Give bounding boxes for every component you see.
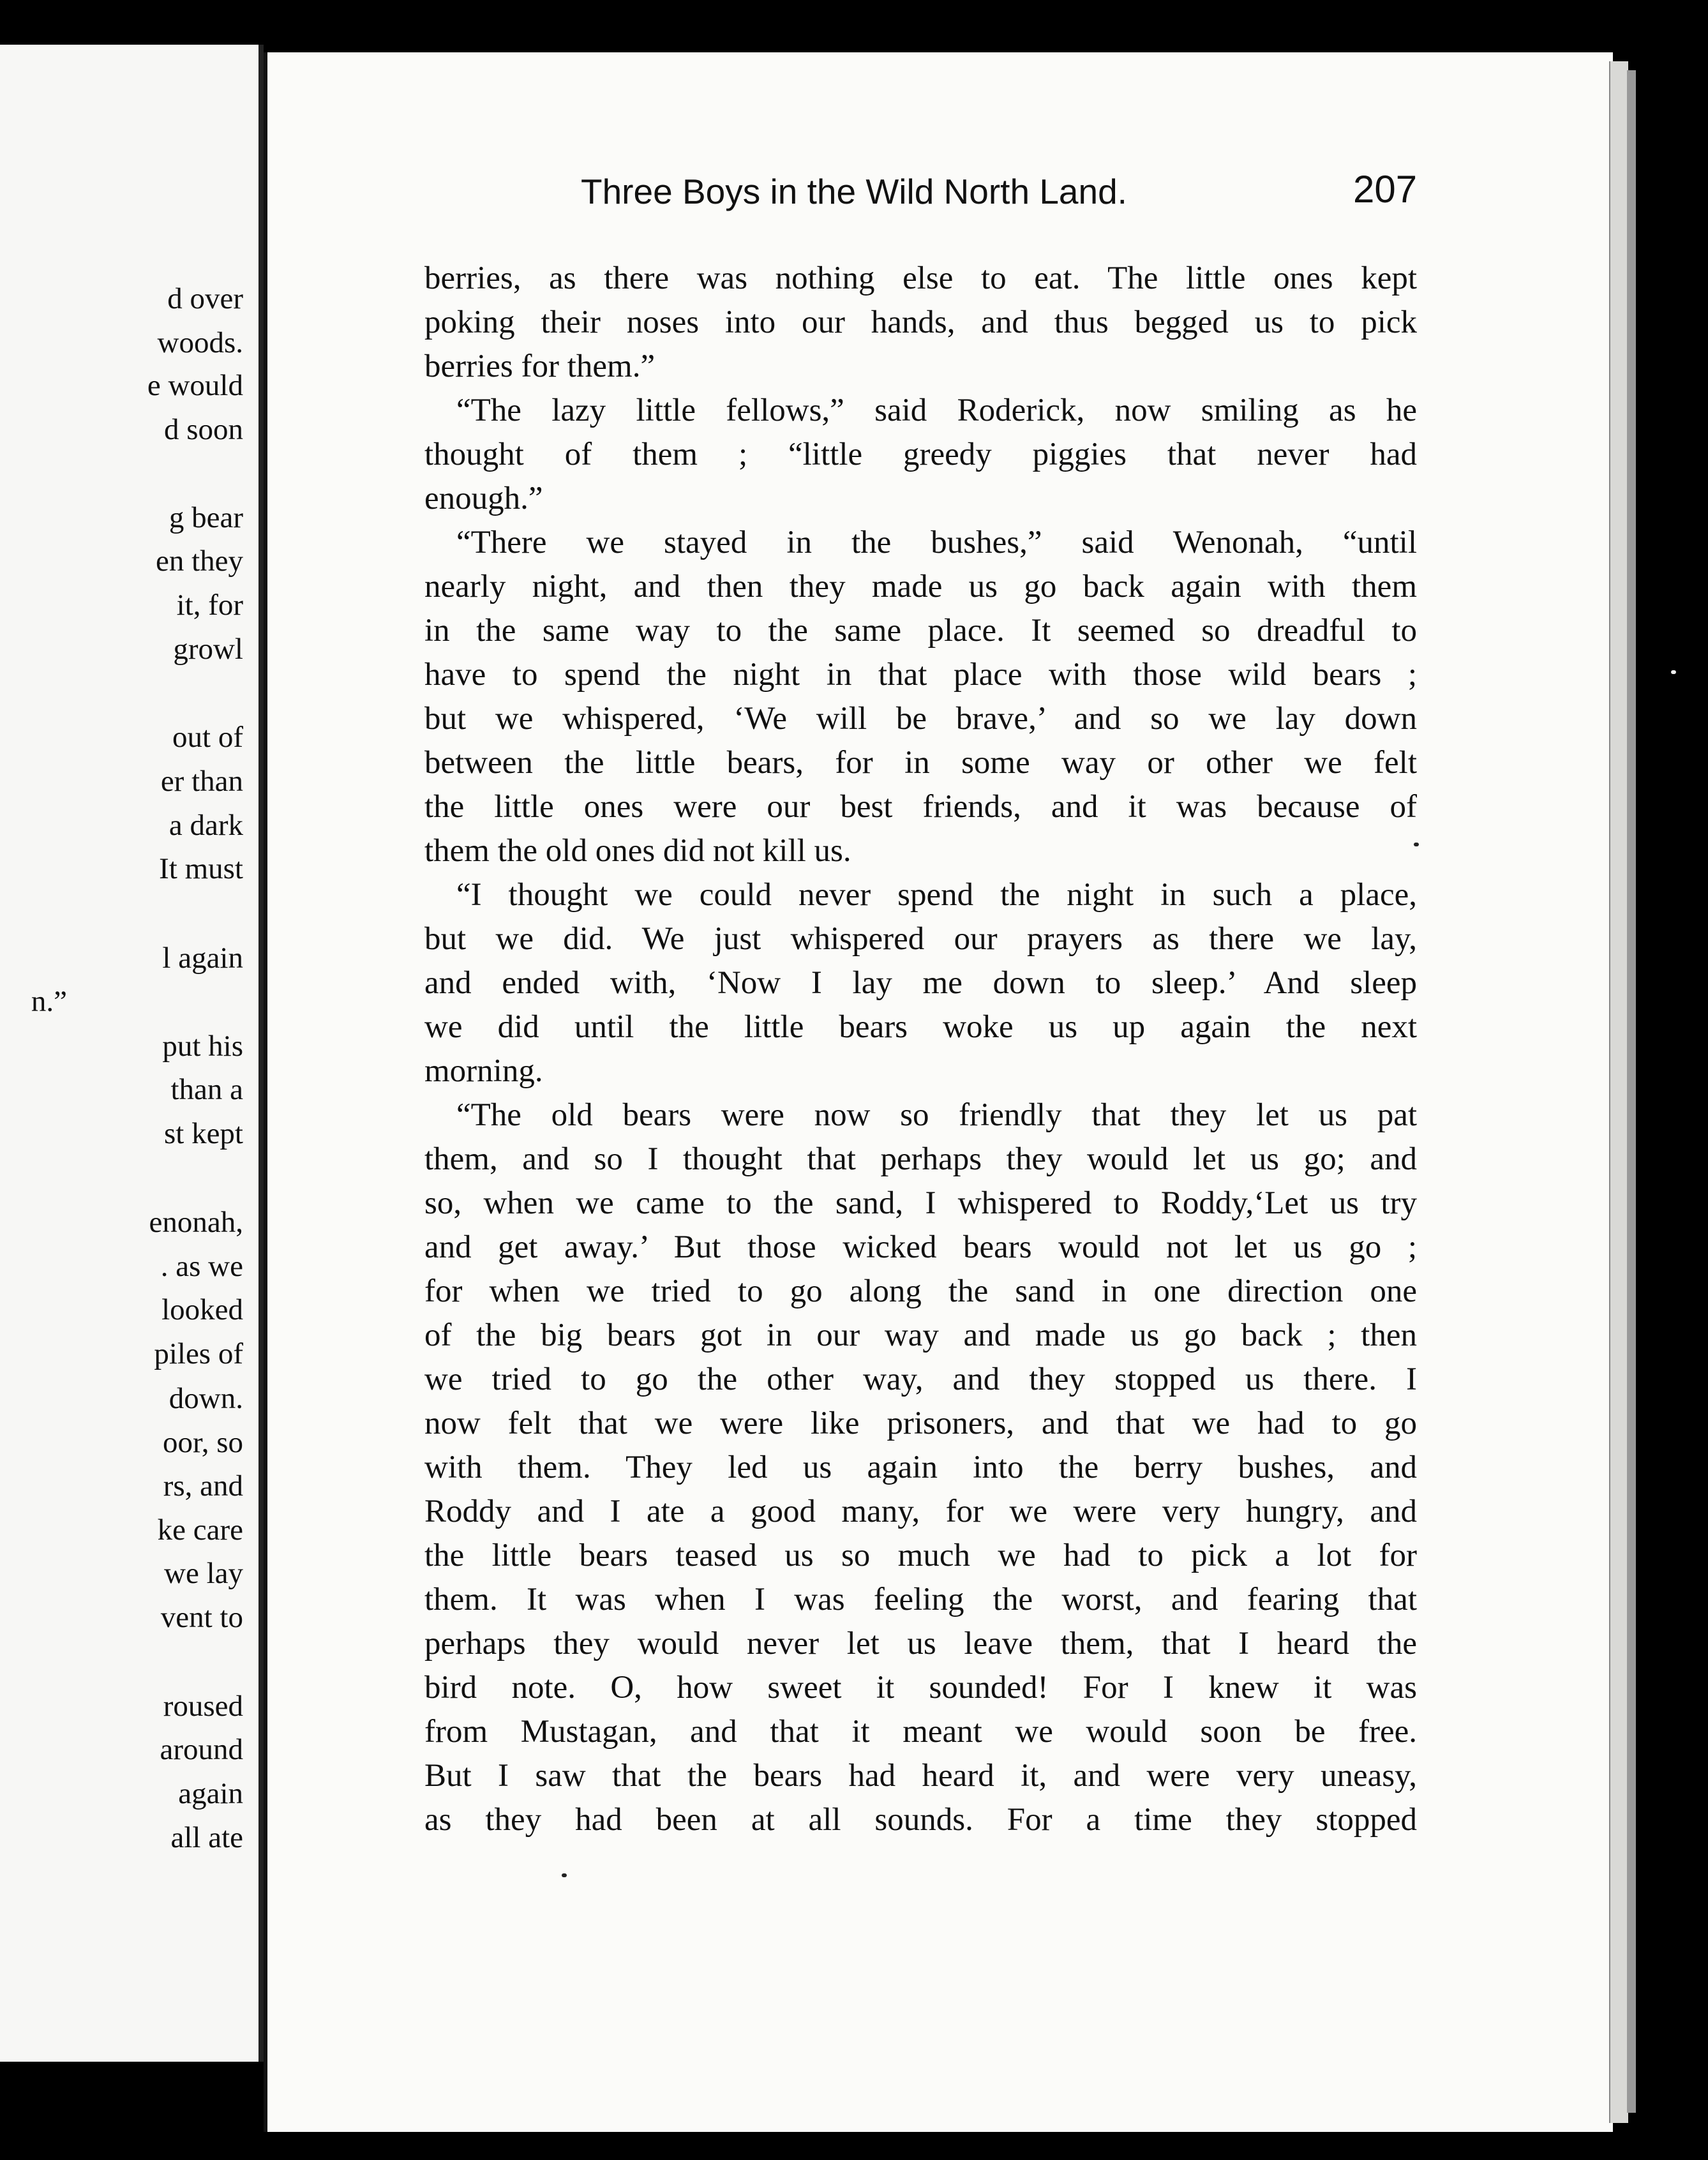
text-line: enough.” xyxy=(424,481,543,516)
left-page-line: . as we xyxy=(160,1250,243,1283)
page-edge-shadow xyxy=(1627,70,1636,2113)
running-head: Three Boys in the Wild North Land. xyxy=(581,172,1127,211)
text-line: we tried to go the other way, and they stopped us there. I xyxy=(424,1361,1417,1397)
text-line: in the same way to the same place. It seemed so dreadful to xyxy=(424,613,1417,649)
left-page-line: roused xyxy=(163,1690,243,1723)
left-page-line: oor, so xyxy=(162,1426,243,1459)
text-line: nearly night, and then they made us go back again with them xyxy=(424,569,1417,604)
text-line: them, and so I thought that perhaps they would let us go; and xyxy=(424,1141,1417,1177)
left-page-line: again xyxy=(178,1777,243,1810)
text-line: we did until the little bears woke us up again the next xyxy=(424,1009,1417,1045)
text-line: “The lazy little fellows,” said Roderick, now smiling as he xyxy=(456,393,1417,428)
body-text xyxy=(424,257,1417,1842)
left-page-line: e would xyxy=(147,369,243,402)
text-line: for when we tried to go along the sand in one direction one xyxy=(424,1273,1417,1309)
text-line: with them. They led us again into the berry bushes, and xyxy=(424,1450,1417,1485)
ink-speck xyxy=(562,1873,567,1877)
text-line: now felt that we were like prisoners, and that we had to go xyxy=(424,1406,1417,1441)
left-page-line: n.” xyxy=(31,985,67,1018)
text-line: between the little bears, for in some way or other we felt xyxy=(424,745,1417,781)
text-line: But I saw that the bears had heard it, and were very uneasy, xyxy=(424,1758,1417,1794)
text-line: perhaps they would never let us leave them, that I heard the xyxy=(424,1626,1417,1661)
text-line: of the big bears got in our way and made us go back ; then xyxy=(424,1317,1417,1353)
left-page-line: all ate xyxy=(170,1821,243,1854)
ink-speck xyxy=(1671,670,1676,674)
text-line: as they had been at all sounds. For a time they stopped xyxy=(424,1802,1417,1838)
left-page-line: rs, and xyxy=(163,1469,243,1503)
left-page-line: It must xyxy=(159,852,243,885)
left-page-line: er than xyxy=(160,765,243,798)
left-page-line: it, for xyxy=(176,589,243,622)
left-page xyxy=(0,45,261,2062)
left-page-line: down. xyxy=(169,1382,243,1415)
text-line: and get away.’ But those wicked bears would not let us go ; xyxy=(424,1229,1417,1265)
left-page-line: out of xyxy=(172,721,243,754)
left-page-line: g bear xyxy=(169,501,243,534)
left-page-line: en they xyxy=(155,544,243,578)
text-line: them. It was when I was feeling the worst, and fearing that xyxy=(424,1582,1417,1617)
text-line: but we whispered, ‘We will be brave,’ and so we lay down xyxy=(424,701,1417,737)
text-line: but we did. We just whispered our prayers as there we lay, xyxy=(424,921,1417,957)
left-page-line: put his xyxy=(162,1030,243,1063)
left-page-line: vent to xyxy=(160,1601,243,1634)
left-page-line: we lay xyxy=(164,1557,243,1590)
text-line: thought of them ; “little greedy piggies that never had xyxy=(424,437,1417,472)
left-page-line: piles of xyxy=(154,1337,243,1370)
text-line: “There we stayed in the bushes,” said Wenonah, “until xyxy=(456,525,1417,560)
text-line: poking their noses into our hands, and thus begged us to pick xyxy=(424,304,1417,340)
text-line: them the old ones did not kill us. xyxy=(424,833,851,869)
left-page-line: d over xyxy=(167,282,243,315)
book-gutter xyxy=(258,45,264,2062)
left-page-line: d soon xyxy=(163,413,243,446)
left-page-line: a dark xyxy=(169,809,243,842)
page-edge xyxy=(1609,61,1628,2123)
page-number: 207 xyxy=(1353,168,1418,211)
left-page-line: l again xyxy=(162,941,243,975)
left-page-line: woods. xyxy=(157,326,243,359)
left-page-line: enonah, xyxy=(149,1206,243,1239)
text-line: and ended with, ‘Now I lay me down to sleep.’ And sleep xyxy=(424,965,1417,1001)
text-line: “The old bears were now so friendly that they let us pat xyxy=(456,1097,1417,1133)
text-line: bird note. O, how sweet it sounded! For I knew it was xyxy=(424,1670,1417,1706)
left-page-line: around xyxy=(160,1733,243,1766)
left-page-line: looked xyxy=(161,1293,243,1326)
text-line: morning. xyxy=(424,1053,543,1089)
text-line: berries, as there was nothing else to eat. The little ones kept xyxy=(424,260,1417,296)
text-line: from Mustagan, and that it meant we would soon be free. xyxy=(424,1714,1417,1750)
left-page-line: ke care xyxy=(157,1513,243,1547)
text-line: have to spend the night in that place with those wild bears ; xyxy=(424,657,1417,693)
left-page-line: st kept xyxy=(163,1117,243,1150)
left-page-line: than a xyxy=(170,1073,243,1106)
text-line: berries for them.” xyxy=(424,349,655,384)
ink-speck xyxy=(1414,843,1419,846)
left-page-line: growl xyxy=(173,633,243,666)
text-line: Roddy and I ate a good many, for we were very hungry, and xyxy=(424,1494,1417,1529)
text-line: the little bears teased us so much we had to pick a lot for xyxy=(424,1538,1417,1573)
text-line: the little ones were our best friends, and it was because of xyxy=(424,789,1417,825)
text-line: so, when we came to the sand, I whispered to Roddy,‘Let us try xyxy=(424,1185,1417,1221)
text-line: “I thought we could never spend the night in such a place, xyxy=(456,877,1417,913)
